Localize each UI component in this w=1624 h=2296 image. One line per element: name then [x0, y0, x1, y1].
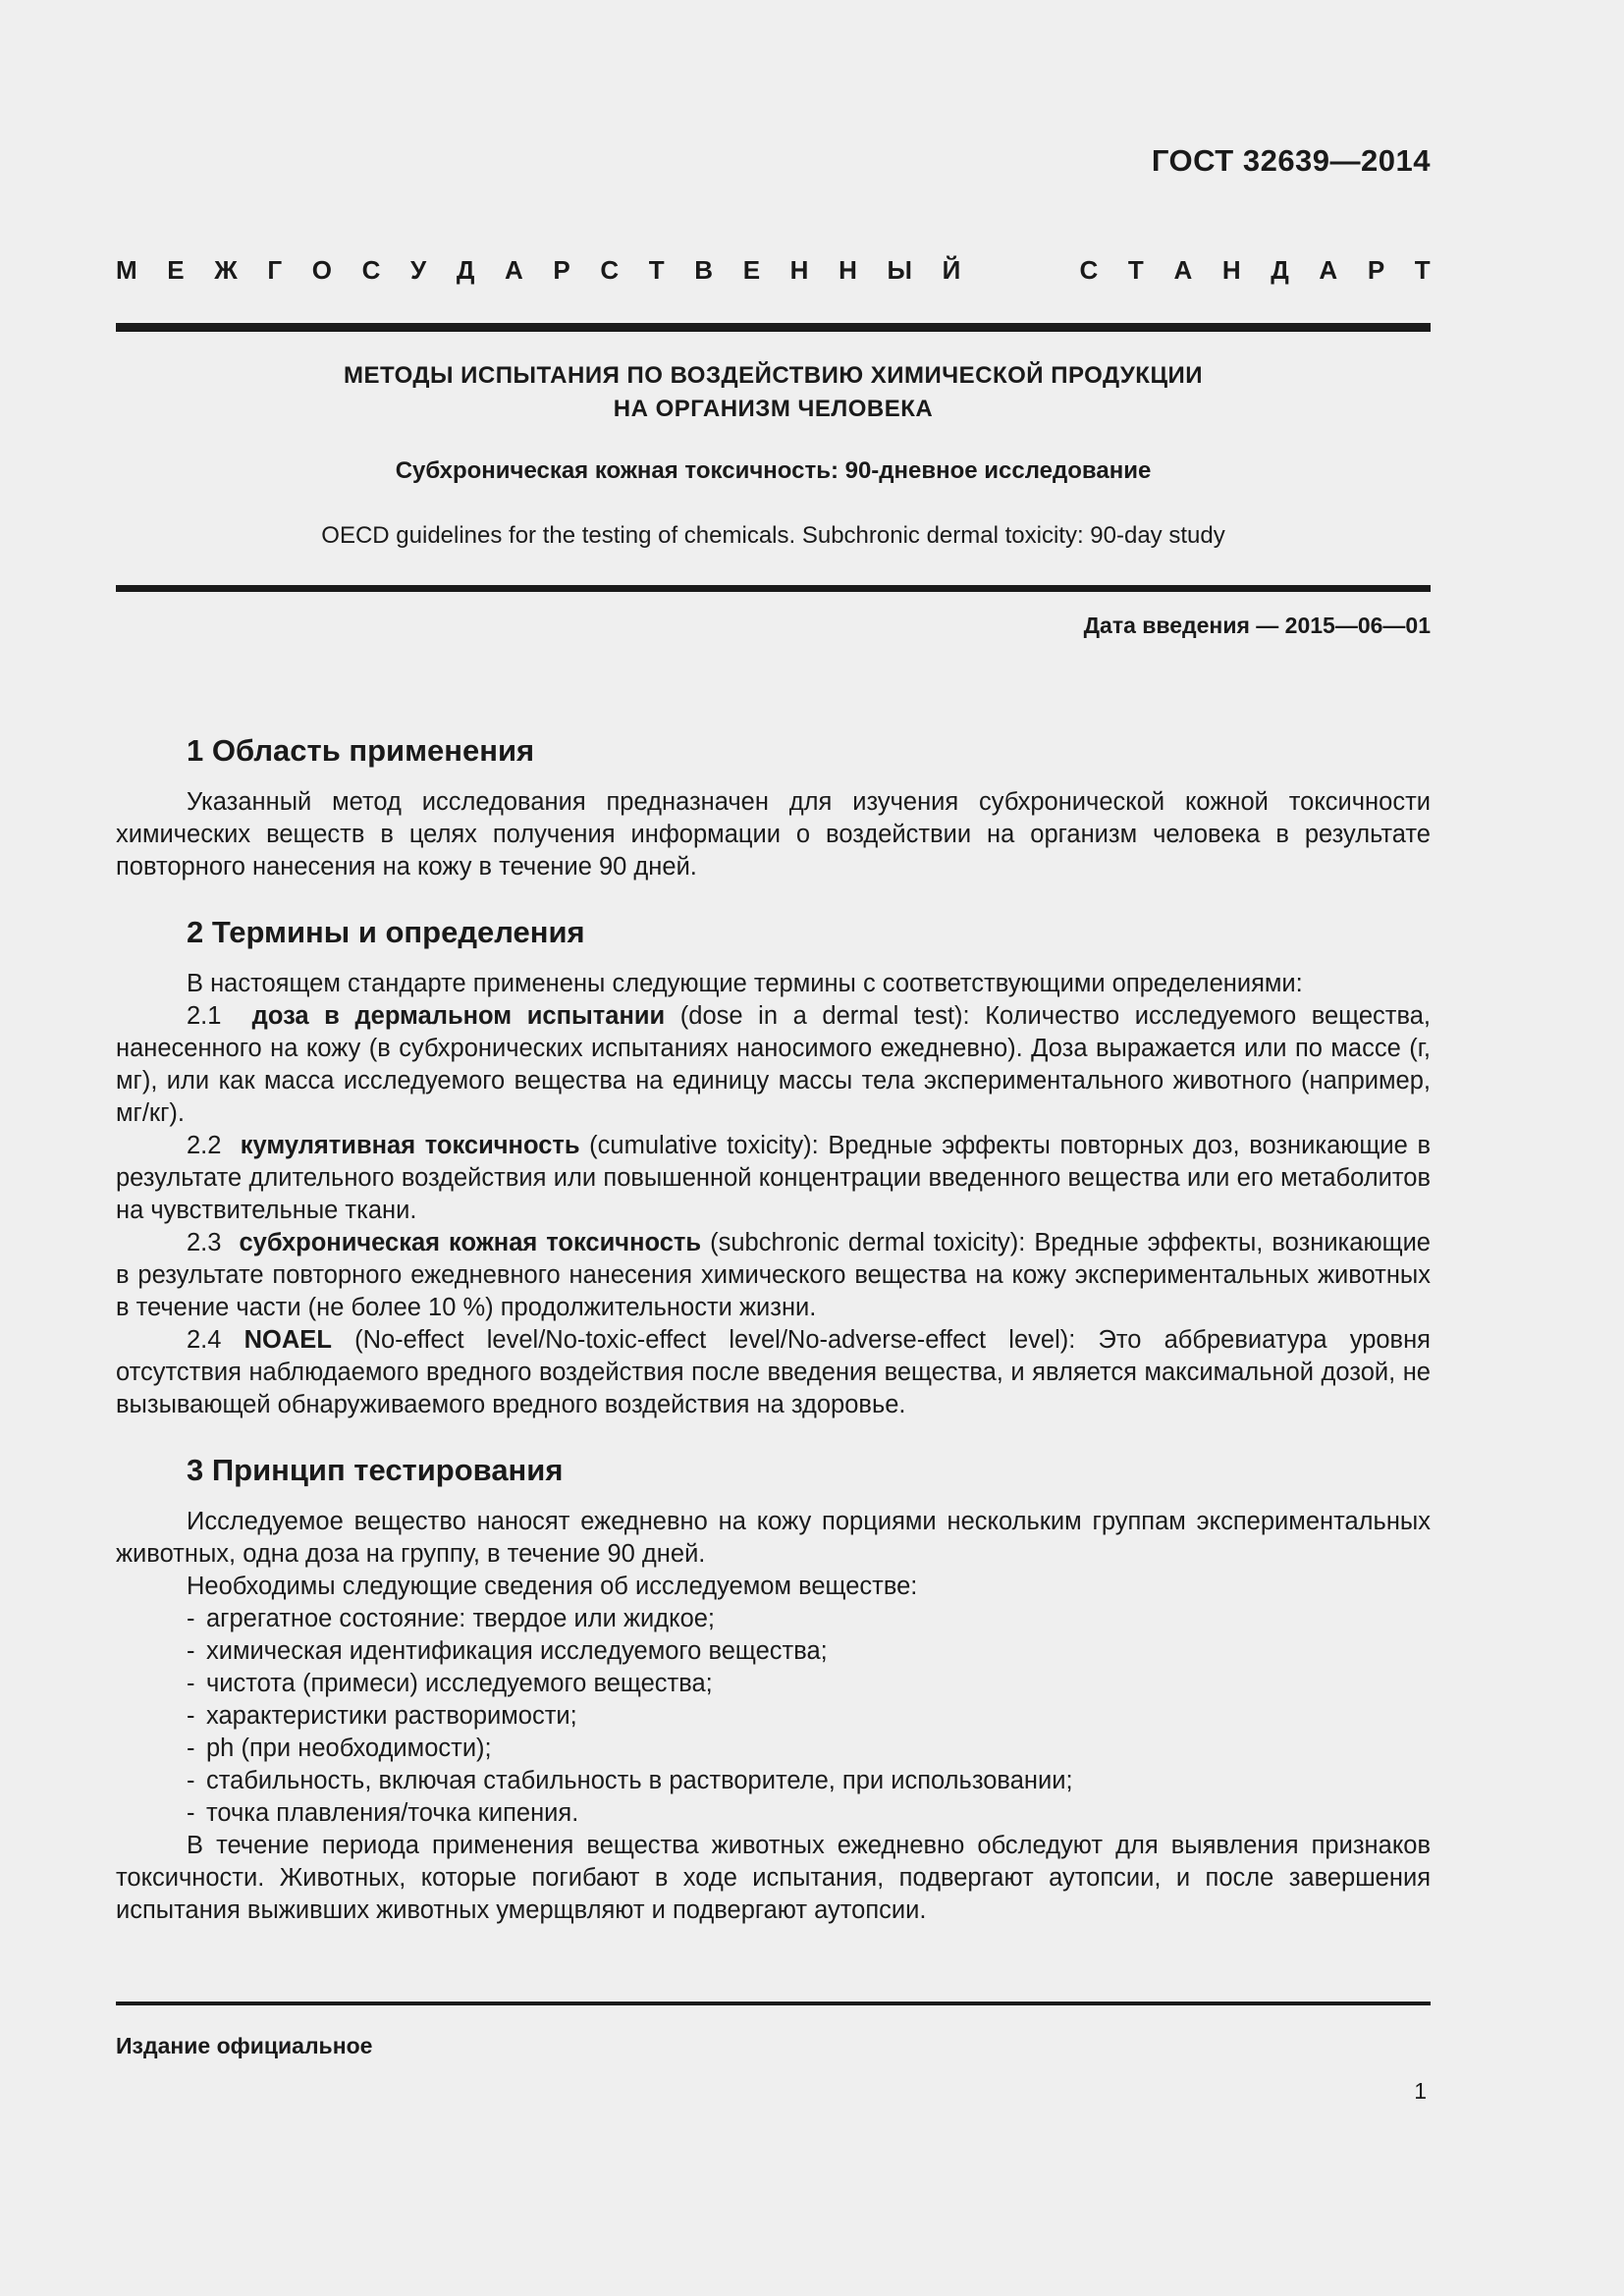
document-title-line: МЕТОДЫ ИСПЫТАНИЯ ПО ВОЗДЕЙСТВИЮ ХИМИЧЕСКОЙ ПРОДУКЦИИ: [344, 362, 1203, 389]
term-name: доза в дермальном испытании: [251, 1002, 666, 1030]
list-item: - агрегатное состояние: твердое или жидкое;: [116, 1603, 1431, 1635]
term-number: 2.1: [187, 1002, 222, 1030]
paragraph: Указанный метод исследования предназначен для изучения субхронической кожной токсичности химических веществ в целях получения информации о воздействии на организм человека в результате повторного нанесения на кожу в течение 90 дней.: [116, 788, 1431, 881]
term-name: кумулятивная токсичность: [240, 1132, 580, 1159]
banner-letter: Й: [942, 255, 961, 285]
section-principle: [116, 1451, 1431, 1927]
term-definition: [116, 1000, 1431, 1130]
banner-letter: Р: [1367, 255, 1385, 285]
list-dash: -: [187, 1605, 195, 1632]
banner-letter: У: [410, 255, 427, 285]
banner-letter: Н: [789, 255, 809, 285]
term-definition: [116, 1324, 1431, 1421]
list-dash: -: [187, 1702, 195, 1730]
term-text: (No-effect level/No-toxic-effect level/No-adverse-effect level): Это аббревиатура уровня отсутствия наблюдаемого вредного воздействия после введения вещества, и является максимальной дозой, не вызывающей обнаруживаемого вредного воздействия на здоровье.: [116, 1326, 1431, 1418]
english-title: OECD guidelines for the testing of chemicals. Subchronic dermal toxicity: 90-day study: [321, 522, 1225, 549]
page-number: 1: [1414, 2078, 1427, 2104]
term-name: NOAEL: [244, 1326, 332, 1354]
list-item: - чистота (примеси) исследуемого вещества;: [116, 1668, 1431, 1700]
middle-divider: [116, 585, 1431, 592]
banner-letter: Р: [553, 255, 570, 285]
section-terms: [116, 913, 1431, 1421]
term-name: субхроническая кожная токсичность: [239, 1229, 702, 1256]
gost-number: ГОСТ 32639—2014: [1151, 143, 1431, 178]
banner-letter: В: [694, 255, 714, 285]
section-scope: [116, 731, 1431, 883]
banner-letter: Г: [267, 255, 283, 285]
banner-letter: С: [361, 255, 381, 285]
term-text: (subchronic dermal toxicity): Вредные эффекты, возникающие в результате повторного ежедневного нанесения химического вещества на кожу экспериментальных животных в течение части (не более 10 %) продолжительности жизни.: [116, 1229, 1431, 1321]
top-divider: [116, 323, 1431, 332]
list-item: - характеристики растворимости;: [116, 1700, 1431, 1733]
footer-divider: [116, 2002, 1431, 2005]
list-dash: -: [187, 1670, 195, 1697]
banner-letter: С: [600, 255, 620, 285]
document-body: [116, 731, 1431, 1956]
term-number: 2.4: [187, 1326, 222, 1354]
banner-letter: Ж: [214, 255, 238, 285]
section-heading: 1 Область применения: [187, 733, 535, 768]
banner-gap: [991, 255, 1050, 286]
list-dash: -: [187, 1767, 195, 1794]
banner-letter: О: [311, 255, 332, 285]
paragraph: В настоящем стандарте применены следующие термины с соответствующими определениями:: [187, 970, 1303, 997]
section-heading: 3 Принцип тестирования: [187, 1453, 564, 1487]
banner-letter: Т: [648, 255, 665, 285]
list-item: - точка плавления/точка кипения.: [116, 1797, 1431, 1830]
term-definition: [116, 1227, 1431, 1324]
document-title-line: НА ОРГАНИЗМ ЧЕЛОВЕКА: [613, 396, 934, 422]
list-dash: -: [187, 1799, 195, 1827]
introduction-date: Дата введения — 2015—06—01: [1083, 613, 1431, 638]
document-title: [116, 359, 1431, 426]
list-item: - стабильность, включая стабильность в растворителе, при использовании;: [116, 1765, 1431, 1797]
document-subtitle: Субхроническая кожная токсичность: 90-дневное исследование: [395, 457, 1152, 484]
banner-letter: А: [1319, 255, 1338, 285]
banner-letter: А: [1173, 255, 1193, 285]
paragraph: В течение периода применения вещества животных ежедневно обследуют для выявления признаков токсичности. Животных, которые погибают в ходе испытания, подвергают аутопсии, и после завершения испытания выживших животных умерщвляют и подвергают аутопсии.: [116, 1832, 1431, 1924]
interstate-standard-banner: [116, 255, 1431, 286]
list-item: - ph (при необходимости);: [116, 1733, 1431, 1765]
banner-letter: Т: [1127, 255, 1144, 285]
banner-letter: Ы: [887, 255, 912, 285]
banner-letter: С: [1079, 255, 1099, 285]
term-definition: [116, 1130, 1431, 1227]
official-edition-label: Издание официальное: [116, 2033, 373, 2058]
term-number: 2.2: [187, 1132, 222, 1159]
banner-letter: Н: [839, 255, 857, 285]
list-dash: -: [187, 1637, 195, 1665]
paragraph: Исследуемое вещество наносят ежедневно на кожу порциями нескольким группам экспериментальных животных, одна доза на группу, в течение 90 дней.: [116, 1508, 1431, 1568]
banner-letter: Е: [167, 255, 185, 285]
banner-letter: Е: [742, 255, 761, 285]
term-text: (cumulative toxicity): Вредные эффекты повторных доз, возникающие в результате длительного воздействия или повышенной концентрации введенного вещества или его метаболитов на чувствительные ткани.: [116, 1132, 1432, 1224]
banner-letter: Д: [456, 255, 475, 285]
list-dash: -: [187, 1735, 195, 1762]
banner-letter: Т: [1414, 255, 1431, 285]
term-number: 2.3: [187, 1229, 222, 1256]
section-heading: 2 Термины и определения: [187, 915, 585, 949]
paragraph: Необходимы следующие сведения об исследуемом веществе:: [187, 1573, 918, 1600]
banner-letter: Н: [1221, 255, 1241, 285]
list-item: - химическая идентификация исследуемого вещества;: [116, 1635, 1431, 1668]
banner-letter: А: [505, 255, 523, 285]
banner-letter: Д: [1271, 255, 1289, 285]
banner-letter: М: [116, 255, 137, 285]
term-text: (dose in a dermal test): Количество исследуемого вещества, нанесенного на кожу (в субхронических испытаниях наносимого ежедневно). Доза выражается или по массе (г, мг), или как масса исследуемого вещества на единицу массы тела экспериментального животного (например, мг/кг).: [116, 1002, 1431, 1127]
